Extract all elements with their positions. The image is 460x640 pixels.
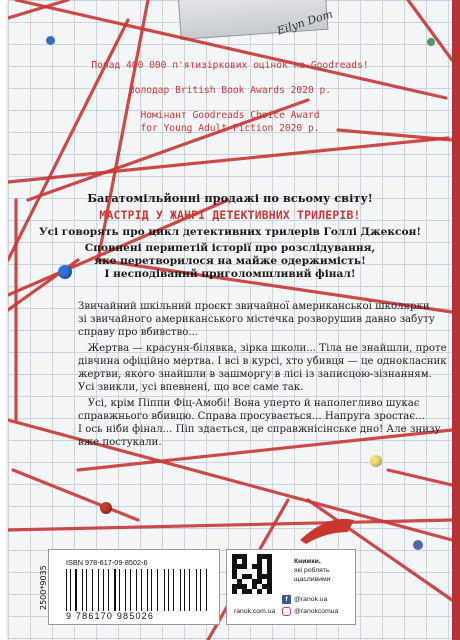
genre-headline: МАСТРІД У ЖАНРІ ДЕТЕКТИВНИХ ТРИЛЕРІВ! [99, 208, 361, 222]
pin-head-blue [413, 540, 423, 550]
back-cover [8, 0, 452, 640]
barcode-bar [141, 569, 142, 611]
barcode-bar [132, 569, 133, 611]
barcode-bar [148, 569, 149, 611]
barcode-bar [160, 569, 161, 611]
barcode-bar [123, 569, 124, 611]
synopsis-line: зі звичайного американського містечка розворушив давно забуту [78, 314, 435, 325]
publisher-site: ranok.com.ua [234, 608, 276, 615]
synopsis-line: дівчина офіційно мертва. І всі в курсі, хто убивця — це однокласник [78, 356, 447, 367]
synopsis-line: жертви, якого знайшли в зашморгу в лісі із записцою-зізнанням. [78, 369, 432, 380]
barcode-bar [189, 569, 190, 611]
barcode-digits: 9 786170 985026 [66, 611, 155, 621]
synopsis-line: Звичайний шкільний проєкт звичайної американської школярки [78, 301, 430, 312]
barcode-bar [67, 569, 68, 611]
barcode-bar [192, 569, 193, 611]
barcode-bar [100, 569, 101, 611]
synopsis-line: справу про вбивство... [78, 327, 199, 338]
pin-head-green [427, 38, 435, 46]
spine-edge [452, 0, 460, 640]
synopsis-line: Жертва — красуня-білявка, зірка школи... Тіла не знайшли, проте [78, 343, 447, 354]
award-british-book: Володар British Book Awards 2020 р. [128, 85, 332, 96]
barcode-bar [200, 569, 201, 611]
synopsis-line: вже постукали. [78, 437, 162, 448]
tagline-2: Сповнені перипетій історії про розслідування, [84, 242, 376, 254]
qr-code-icon [232, 554, 272, 594]
barcode-bar [92, 569, 93, 611]
synopsis-line: Усі, крім Піппи Фіц-Амобі! Вона уперто й наполегливо шукає [78, 398, 420, 409]
barcode-bar [108, 569, 109, 611]
tagline-4: І несподіваний приголомшливий фінал! [104, 268, 356, 280]
publisher-slogan-1: Книжки, [294, 558, 321, 565]
barcode-bar [82, 569, 83, 611]
barcode-bar [90, 569, 91, 611]
barcode-bar [168, 569, 169, 611]
synopsis-line: справжнього вбивцю. Справа просувається... Напруга зростає... [78, 411, 425, 422]
ticket-signature: Eilyn Dom [275, 7, 335, 38]
barcode-bar [155, 569, 156, 611]
barcode-bar [75, 569, 76, 611]
instagram-handle: @ranokcomua [294, 608, 339, 615]
barcode-bar [130, 569, 131, 611]
barcode-bar [206, 569, 207, 611]
facebook-handle: @ranok.ua [294, 596, 328, 603]
publisher-slogan-2: які роблять [294, 567, 330, 574]
barcode-bar [175, 569, 176, 611]
barcode-bar [114, 569, 115, 611]
award-goodreads-ratings: Понад 400 000 п'ятизіркових оцінок на Goodreads! [91, 60, 369, 71]
qr-cell [267, 589, 272, 594]
red-pencil-cap-icon [298, 510, 358, 546]
pin-head-yellow [370, 455, 382, 467]
award-goodreads-nominee: Номінант Goodreads Choice Award [140, 110, 320, 121]
tagline-3: яке перетворилося на майже одержимість! [94, 255, 366, 267]
pin-head-blue [46, 36, 55, 45]
sales-headline: Багатомільйонні продажі по всьому світу! [87, 191, 373, 205]
barcode [66, 569, 212, 611]
instagram-icon [282, 607, 291, 616]
synopsis-line: Усі звикли, усі впевнені, що все саме так. [78, 382, 304, 393]
tagline-1: Усі говорять про цикл детективних трилерів Голлі Джексон! [39, 226, 421, 238]
synopsis-line: І ось ніби фінал... Піп здається, це справжнісінське дно! Але знизу [78, 424, 441, 435]
side-code: 2500*9035 [39, 565, 48, 610]
pin-head-red [100, 502, 112, 514]
barcode-bar [181, 569, 182, 611]
facebook-icon: f [282, 595, 291, 604]
isbn-label: ISBN 978-617-09-8502-6 [66, 558, 148, 567]
publisher-slogan-3: щасливими [294, 576, 331, 583]
award-goodreads-category: for Young Adult Fiction 2020 р. [140, 123, 320, 134]
